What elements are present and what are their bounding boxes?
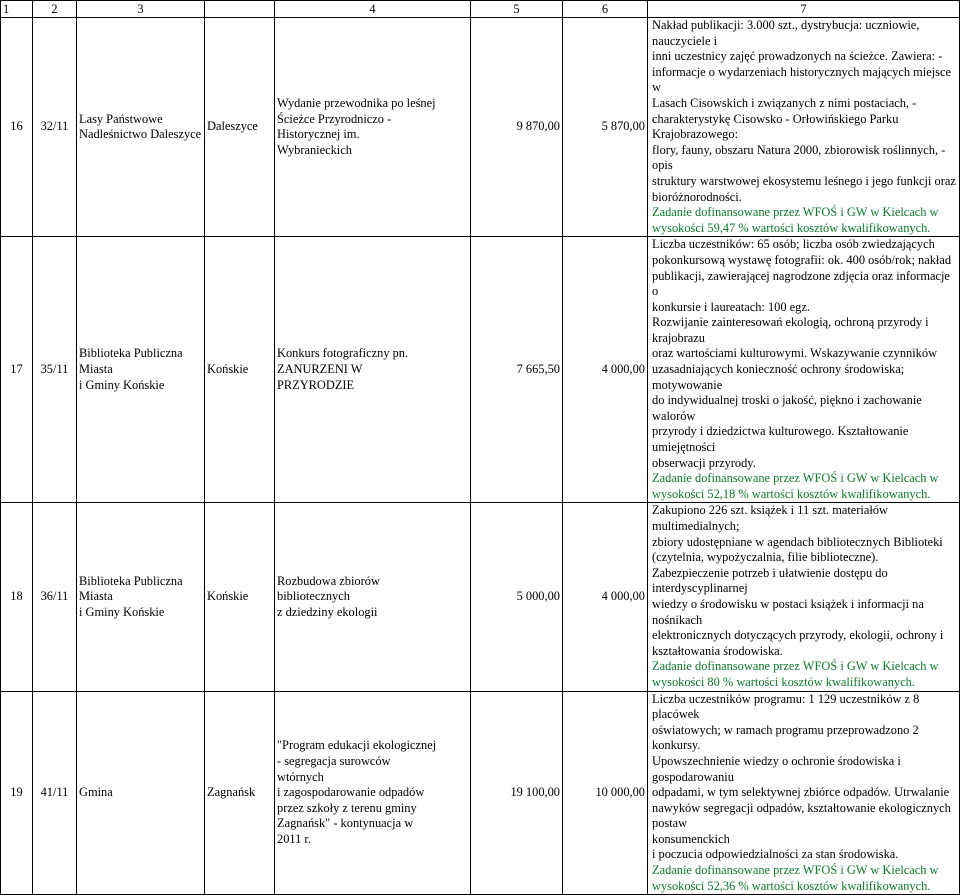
effect-line: zbiory udostępniane w agendach bibliotecznych Biblioteki xyxy=(652,534,943,549)
total-cost: 5 000,00 xyxy=(471,503,563,691)
total-cost: 7 665,50 xyxy=(471,237,563,503)
effect-line: flory, fauny, obszaru Natura 2000, zbiorowisk roślinnych, - opis xyxy=(652,142,946,173)
header-row xyxy=(1,1,960,18)
beneficiary xyxy=(77,237,205,503)
beneficiary xyxy=(77,691,205,895)
beneficiary-line: Biblioteka Publiczna xyxy=(79,346,183,361)
beneficiary-line: i Gminy Końskie xyxy=(79,604,165,619)
task-name xyxy=(275,237,471,503)
funding-note-line: Zadanie dofinansowane przez WFOŚ i GW w Kielcach w xyxy=(652,659,939,674)
task-line: bibliotecznych xyxy=(277,589,350,604)
effect-line: przyrody i dziedzictwa kulturowego. Kształtowanie umiejętności xyxy=(652,424,909,455)
effect-line: Lasach Cisowskich i związanych z nimi postaciach, - xyxy=(652,95,917,110)
row-number: 19 xyxy=(1,691,33,895)
table-row xyxy=(1,503,960,691)
effect-line: elektronicznych dotyczących przyrody, ekologii, ochrony i xyxy=(652,628,944,643)
effect-line: konkursie i laureatach: 100 egz. xyxy=(652,299,810,314)
task-line: PRZYRODZIE xyxy=(277,377,355,392)
effect-line: Liczba uczestników programu: 1 129 uczestników z 8 placówek xyxy=(652,691,920,722)
header-col-3: 3 xyxy=(77,1,205,18)
grant-amount: 5 870,00 xyxy=(563,18,648,237)
header-col-5: 5 xyxy=(471,1,563,18)
effect-line: inni uczestnicy zajęć prowadzonych na ścieżce. Zawiera: - xyxy=(652,49,943,64)
beneficiary xyxy=(77,503,205,691)
effect-line: i poczucia odpowiedzialności za stan środowiska. xyxy=(652,847,899,862)
place: Końskie xyxy=(205,237,275,503)
place: Zagnańsk xyxy=(205,691,275,895)
effect-line: Liczba uczestników: 65 osób; liczba osób zwiedzających xyxy=(652,237,935,252)
task-line: - segregacja surowców xyxy=(277,753,391,768)
task-line: Ścieżce Przyrodniczo - xyxy=(277,111,392,126)
funding-note-line: wysokości 52,36 % wartości kosztów kwalifikowanych. xyxy=(652,878,931,893)
ecological-effect xyxy=(648,237,960,503)
effect-line: do indywidualnej troski o jakość, piękno i zachowanie walorów xyxy=(652,393,922,423)
effect-line: odpadami, w tym selektywnej zbiórce odpadów. Utrwalanie xyxy=(652,785,950,800)
effect-line: wiedzy o środowisku w postaci książek i informacji na nośnikach xyxy=(652,596,924,627)
task-name xyxy=(275,503,471,691)
effect-line: Zakupiono 226 szt. książek i 11 szt. materiałów multimedialnych; xyxy=(652,503,888,533)
total-cost: 9 870,00 xyxy=(471,18,563,237)
effect-line: Zabezpieczenie potrzeb i ułatwienie dostępu do interdyscyplinarnej xyxy=(652,565,888,596)
effect-line: nawyków segregacji odpadów, kształtowanie ekologicznych postaw xyxy=(652,800,951,831)
task-line: Zagnańsk" - kontynuacja w xyxy=(277,816,414,831)
header-col-4: 4 xyxy=(275,1,471,18)
header-col-6: 6 xyxy=(563,1,648,18)
task-line: ZANURZENI W xyxy=(277,362,363,377)
beneficiary-line: Gmina xyxy=(79,785,113,800)
header-col-7: 7 xyxy=(648,1,960,18)
beneficiary-line: Lasy Państwowe xyxy=(79,111,163,126)
effect-line: struktury warstwowej ekosystemu leśnego i jego funkcji oraz xyxy=(652,173,956,188)
table-row xyxy=(1,237,960,503)
task-line: wtórnych xyxy=(277,769,324,784)
effect-line: pokonkursową wystawę fotografii: ok. 400 osób/rok; nakład xyxy=(652,252,952,267)
beneficiary-line: Biblioteka Publiczna xyxy=(79,573,183,588)
funding-note-line: Zadanie dofinansowane przez WFOŚ i GW w Kielcach w xyxy=(652,863,939,878)
beneficiary xyxy=(77,18,205,237)
task-line: Historycznej im. xyxy=(277,127,360,142)
beneficiary-line: Nadleśnictwo Daleszyce xyxy=(79,127,202,142)
header-col-2: 2 xyxy=(33,1,77,18)
funding-note-line: Zadanie dofinansowane przez WFOŚ i GW w Kielcach w xyxy=(652,471,939,486)
beneficiary-line: Miasta xyxy=(79,589,113,604)
effect-line: Upowszechnienie wiedzy o ochronie środowiska i gospodarowaniu xyxy=(652,753,901,784)
task-line: i zagospodarowanie odpadów xyxy=(277,785,425,800)
application-number: 41/11 xyxy=(33,691,77,895)
beneficiary-line: Miasta xyxy=(79,362,113,377)
funding-note-line: Zadanie dofinansowane przez WFOŚ i GW w Kielcach w xyxy=(652,205,939,220)
header-col-1: 1 xyxy=(1,1,33,18)
beneficiary-line: i Gminy Końskie xyxy=(79,377,165,392)
effect-line: publikacji, zawierającej nagrodzone zdjęcia oraz informacje o xyxy=(652,268,950,299)
grant-amount: 4 000,00 xyxy=(563,237,648,503)
application-number: 32/11 xyxy=(33,18,77,237)
row-number: 16 xyxy=(1,18,33,237)
ecological-effect xyxy=(648,503,960,691)
task-line: przez szkoły z terenu gminy xyxy=(277,800,417,815)
funding-note-line: wysokości 52,18 % wartości kosztów kwalifikowanych. xyxy=(652,486,931,501)
funding-note-line: wysokości 80 % wartości kosztów kwalifikowanych. xyxy=(652,674,915,689)
effect-line: informacje o wydarzeniach historycznych mających miejsce w xyxy=(652,64,951,95)
row-number: 17 xyxy=(1,237,33,503)
task-line: Wybranieckich xyxy=(277,142,352,157)
task-line: "Program edukacji ekologicznej xyxy=(277,738,437,753)
task-name xyxy=(275,18,471,237)
task-line: Konkurs fotograficzny pn. xyxy=(277,346,409,361)
total-cost: 19 100,00 xyxy=(471,691,563,895)
funding-note-line: wysokości 59,47 % wartości kosztów kwalifikowanych. xyxy=(652,220,931,235)
header-col-3b xyxy=(205,1,275,18)
table-row xyxy=(1,691,960,895)
effect-line: kształtowania środowiska. xyxy=(652,643,783,658)
row-number: 18 xyxy=(1,503,33,691)
effect-line: bioróżnorodności. xyxy=(652,189,742,204)
effect-line: oświatowych; w ramach programu przeprowadzono 2 konkursy. xyxy=(652,722,919,753)
ecological-effect xyxy=(648,691,960,895)
application-number: 36/11 xyxy=(33,503,77,691)
effect-line: oraz wartościami kulturowymi. Wskazywanie czynników xyxy=(652,346,938,361)
task-line: z dziedziny ekologii xyxy=(277,604,378,619)
application-number: 35/11 xyxy=(33,237,77,503)
effect-line: charakterystykę Cisowsko - Orłowińskiego Parku Krajobrazowego: xyxy=(652,111,899,142)
effect-line: obserwacji przyrody. xyxy=(652,455,756,470)
place: Końskie xyxy=(205,503,275,691)
task-line: Rozbudowa zbiorów xyxy=(277,573,380,588)
effect-line: (czytelnia, wypożyczalnia, filie biblioteczne). xyxy=(652,550,879,565)
grant-amount: 10 000,00 xyxy=(563,691,648,895)
grant-amount: 4 000,00 xyxy=(563,503,648,691)
task-line: 2011 r. xyxy=(277,831,311,846)
ecological-effect xyxy=(648,18,960,237)
task-name xyxy=(275,691,471,895)
effect-line: konsumenckich xyxy=(652,831,730,846)
table-row xyxy=(1,18,960,237)
effect-line: Rozwijanie zainteresowań ekologią, ochroną przyrody i krajobrazu xyxy=(652,315,929,345)
effect-line: Nakład publikacji: 3.000 szt., dystrybucja: uczniowie, nauczyciele i xyxy=(652,18,920,48)
task-line: Wydanie przewodnika po leśnej xyxy=(277,95,436,110)
place: Daleszyce xyxy=(205,18,275,237)
effect-line: uzasadniających konieczność ochrony środowiska; motywowanie xyxy=(652,362,905,392)
